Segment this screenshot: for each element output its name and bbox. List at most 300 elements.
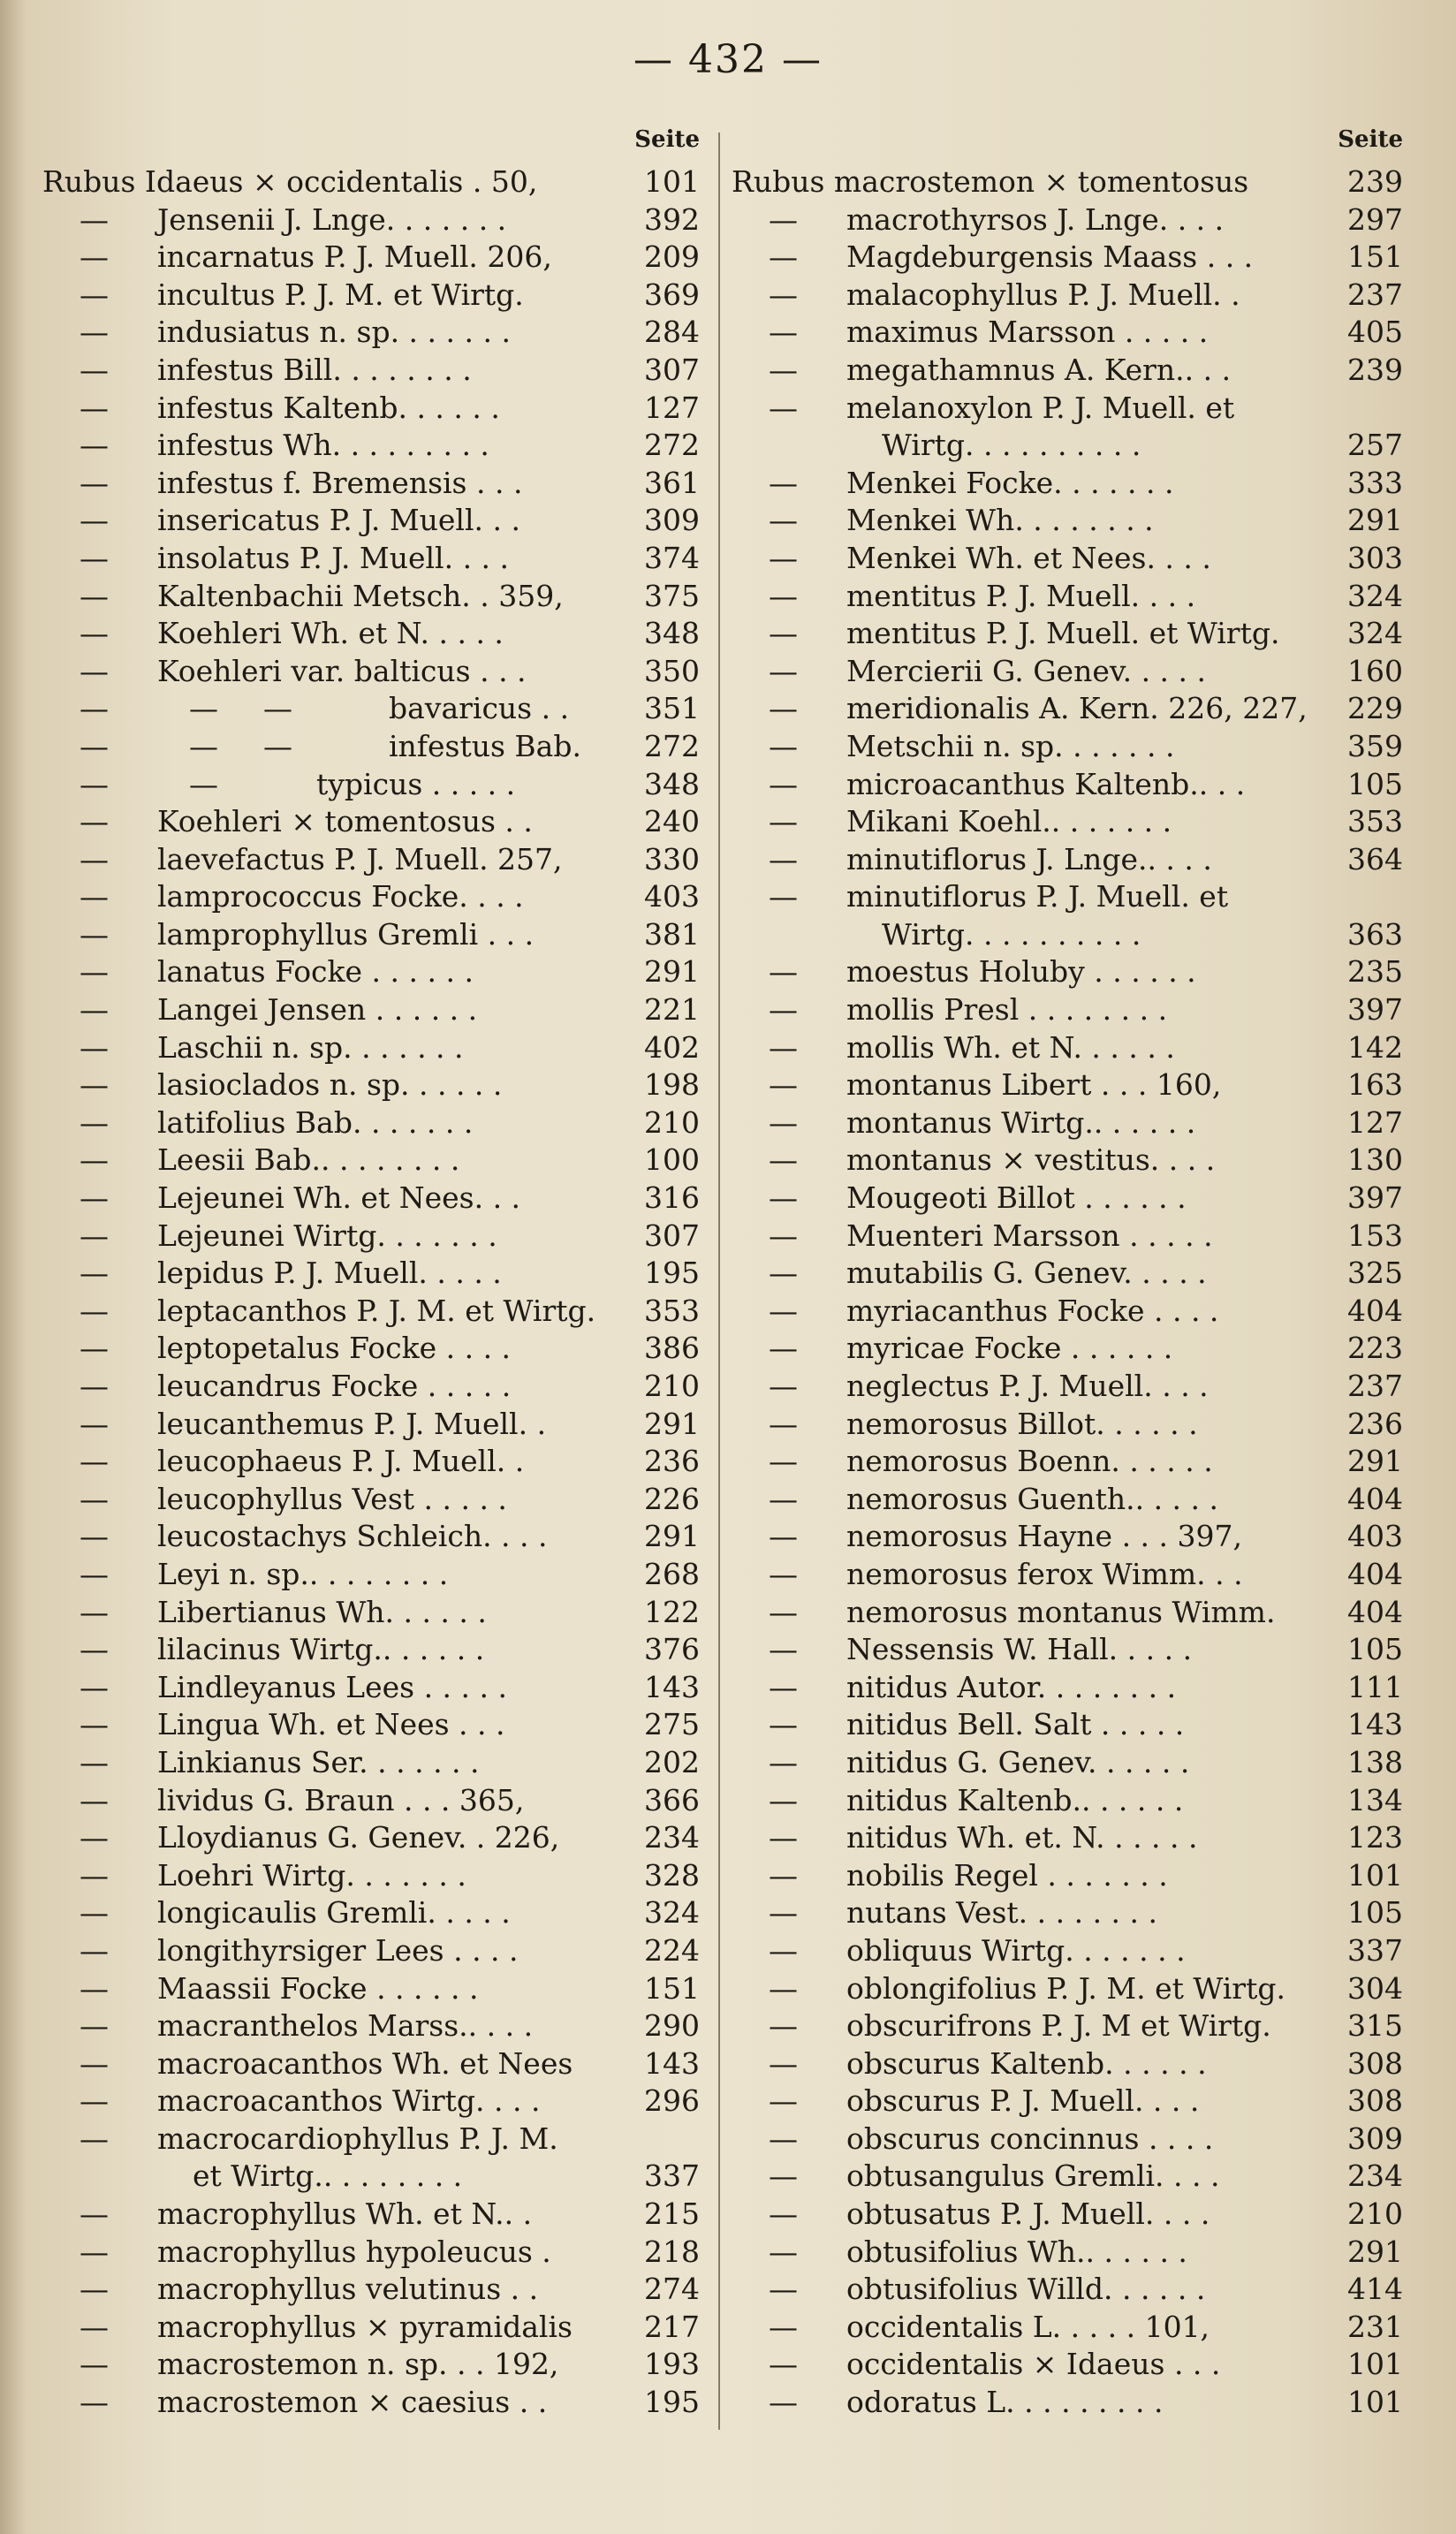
entry-name: laevefactus P. J. Muell. 257, bbox=[157, 841, 563, 876]
ditto-dash: — bbox=[769, 879, 798, 914]
index-entry bbox=[42, 390, 710, 428]
index-entry bbox=[732, 878, 1403, 916]
entry-name: longithyrsiger Lees . . . . bbox=[157, 1932, 519, 1968]
entry-name: macrocardiophyllus P. J. M. bbox=[157, 2121, 558, 2156]
page-reference: 101 bbox=[1347, 2385, 1403, 2420]
seite-label-right: Seite bbox=[1338, 126, 1403, 153]
page-reference: 376 bbox=[644, 1632, 700, 1667]
index-entry bbox=[42, 465, 710, 503]
page-reference: 359 bbox=[1347, 728, 1403, 763]
ditto-dash: — bbox=[769, 1444, 798, 1479]
index-entry bbox=[732, 1255, 1403, 1293]
index-entry bbox=[42, 728, 710, 766]
entry-name: Menkei Focke. . . . . . . bbox=[846, 465, 1174, 500]
index-entry bbox=[42, 1481, 710, 1519]
ditto-dash: — bbox=[80, 879, 109, 914]
index-entry bbox=[42, 239, 710, 277]
index-entry bbox=[42, 1330, 710, 1368]
ditto-dash: — bbox=[769, 992, 798, 1028]
page-reference: 350 bbox=[644, 653, 700, 688]
ditto-dash: — bbox=[80, 1180, 109, 1216]
ditto-dash: — bbox=[769, 841, 798, 876]
entry-name: Muenteri Marsson . . . . . bbox=[846, 1218, 1213, 1253]
entry-name: Magdeburgensis Maass . . . bbox=[846, 239, 1254, 275]
index-entry bbox=[732, 690, 1403, 728]
page-reference: 333 bbox=[1347, 465, 1403, 500]
entry-name: macrophyllus hypoleucus . bbox=[157, 2234, 551, 2269]
page-reference: 397 bbox=[1347, 992, 1403, 1028]
page-reference: 307 bbox=[644, 352, 700, 387]
page-reference: 297 bbox=[1347, 201, 1403, 237]
page-reference: 236 bbox=[644, 1444, 700, 1479]
page-reference: 404 bbox=[1347, 1556, 1403, 1591]
index-entry bbox=[732, 2309, 1403, 2347]
index-entry bbox=[42, 690, 710, 728]
index-entry bbox=[732, 1443, 1403, 1481]
ditto-dash: — bbox=[80, 2083, 109, 2119]
ditto-dash: — bbox=[80, 1369, 109, 1403]
entry-name: macranthelos Marss.. . . . bbox=[157, 2008, 534, 2044]
index-entry bbox=[42, 1932, 710, 1970]
ditto-dash: — bbox=[769, 954, 798, 990]
index-entry bbox=[42, 1029, 710, 1067]
page-reference: 217 bbox=[644, 2309, 700, 2344]
ditto-dash: — bbox=[80, 1632, 109, 1667]
ditto-dash: — bbox=[80, 1067, 109, 1103]
index-entry bbox=[42, 352, 710, 390]
entry-name: Linkianus Ser. . . . . . . bbox=[157, 1744, 480, 1779]
entry-name: leucanthemus P. J. Muell. . bbox=[157, 1406, 547, 1441]
entry-name: mentitus P. J. Muell. et Wirtg. bbox=[846, 616, 1280, 651]
page-reference: 348 bbox=[644, 766, 700, 801]
index-entry bbox=[42, 2309, 710, 2347]
ditto-dash: — bbox=[80, 1029, 109, 1065]
page-reference: 353 bbox=[1347, 804, 1403, 839]
entry-name: odoratus L. . . . . . . . . bbox=[846, 2385, 1164, 2420]
ditto-dash: — bbox=[769, 1594, 798, 1629]
entry-name: leucophyllus Vest . . . . . bbox=[157, 1481, 507, 1516]
entry-name: lasioclados n. sp. . . . . . bbox=[157, 1067, 503, 1103]
page-reference: 231 bbox=[1347, 2309, 1403, 2344]
index-entry bbox=[732, 1180, 1403, 1218]
ditto-dash: — bbox=[769, 1857, 798, 1893]
index-entry bbox=[732, 2158, 1403, 2196]
entry-name: Nessensis W. Hall. . . . . bbox=[846, 1632, 1193, 1667]
entry-name: meridionalis A. Kern. 226, 227, bbox=[846, 691, 1308, 726]
page-reference: 127 bbox=[644, 390, 700, 425]
entry-name: lamprococcus Focke. . . . bbox=[157, 879, 524, 914]
entry-name: Laschii n. sp. . . . . . . bbox=[157, 1029, 464, 1065]
index-entry bbox=[732, 2196, 1403, 2234]
ditto-dash: — bbox=[80, 315, 109, 350]
page-reference: 130 bbox=[1347, 1142, 1403, 1178]
ditto-dash: — bbox=[80, 804, 109, 839]
ditto-dash: — bbox=[80, 503, 109, 538]
ditto-dash: — bbox=[189, 728, 218, 763]
ditto-dash: — bbox=[769, 804, 798, 839]
index-entry bbox=[732, 1104, 1403, 1142]
entry-name: Mougeoti Billot . . . . . . bbox=[846, 1180, 1187, 1216]
page-reference: 403 bbox=[1347, 1519, 1403, 1554]
page-reference: 403 bbox=[644, 879, 700, 914]
entry-name: mollis Wh. et N. . . . . . bbox=[846, 1029, 1175, 1065]
ditto-dash: — bbox=[769, 201, 798, 237]
page-reference: 291 bbox=[1347, 503, 1403, 538]
ditto-dash: — bbox=[769, 2196, 798, 2232]
entry-name: nemorosus montanus Wimm. bbox=[846, 1594, 1276, 1629]
ditto-dash: — bbox=[769, 1406, 798, 1441]
index-entry bbox=[42, 1066, 710, 1104]
ditto-dash: — bbox=[769, 352, 798, 387]
index-entry bbox=[732, 239, 1403, 277]
index-entry bbox=[732, 1142, 1403, 1180]
entry-name: nitidus Wh. et. N. . . . . . bbox=[846, 1820, 1198, 1855]
ditto-dash: — bbox=[769, 1481, 798, 1516]
ditto-dash: — bbox=[769, 1331, 798, 1366]
page-reference: 364 bbox=[1347, 841, 1403, 876]
column-divider bbox=[718, 133, 720, 2430]
entry-name: Mercierii G. Genev. . . . . bbox=[846, 653, 1207, 688]
index-entry bbox=[42, 1857, 710, 1895]
entry-name: Koehleri × tomentosus . . bbox=[157, 804, 533, 839]
index-entry bbox=[42, 615, 710, 653]
entry-name: leptopetalus Focke . . . . bbox=[157, 1331, 512, 1366]
ditto-dash: — bbox=[769, 1067, 798, 1103]
ditto-dash: — bbox=[80, 1142, 109, 1178]
ditto-dash: — bbox=[769, 1029, 798, 1065]
entry-name: Lingua Wh. et Nees . . . bbox=[157, 1707, 505, 1742]
entry-name: Leesii Bab.. . . . . . . . bbox=[157, 1142, 460, 1178]
page-reference: 290 bbox=[644, 2008, 700, 2044]
index-entry bbox=[42, 1368, 710, 1406]
page-reference: 229 bbox=[1347, 691, 1403, 726]
page-reference: 101 bbox=[644, 164, 700, 199]
index-entry bbox=[732, 578, 1403, 616]
page-reference: 193 bbox=[644, 2347, 700, 2382]
index-entry bbox=[42, 1293, 710, 1331]
right-entry-list bbox=[732, 163, 1403, 2422]
ditto-dash: — bbox=[769, 653, 798, 688]
page-reference: 291 bbox=[644, 1406, 700, 1441]
ditto-dash: — bbox=[80, 1895, 109, 1931]
page-reference: 328 bbox=[644, 1857, 700, 1893]
index-entry bbox=[732, 427, 1403, 465]
ditto-dash: — bbox=[80, 992, 109, 1028]
index-entry bbox=[42, 277, 710, 315]
index-entry bbox=[732, 653, 1403, 691]
entry-name: macroacanthos Wh. et Nees bbox=[157, 2045, 573, 2081]
index-entry bbox=[42, 1142, 710, 1180]
page-reference: 143 bbox=[644, 2045, 700, 2081]
index-entry bbox=[732, 1368, 1403, 1406]
index-entry bbox=[42, 2158, 710, 2196]
page-reference: 324 bbox=[644, 1895, 700, 1931]
ditto-dash: — bbox=[80, 728, 109, 763]
entry-name: nitidus G. Genev. . . . . . bbox=[846, 1744, 1190, 1779]
page-reference: 195 bbox=[644, 2385, 700, 2420]
entry-name: myricae Focke . . . . . . bbox=[846, 1331, 1173, 1366]
ditto-dash: — bbox=[80, 1744, 109, 1779]
entry-name: Rubus Idaeus × occidentalis . 50, bbox=[42, 164, 538, 199]
entry-name: montanus Wirtg.. . . . . . bbox=[846, 1104, 1196, 1140]
ditto-dash: — bbox=[769, 578, 798, 613]
entry-name: infestus Bab. bbox=[389, 728, 581, 763]
page-reference: 215 bbox=[644, 2196, 700, 2232]
page-reference: 101 bbox=[1347, 1857, 1403, 1893]
ditto-dash: — bbox=[769, 1820, 798, 1855]
index-entry bbox=[732, 2346, 1403, 2384]
ditto-dash: — bbox=[769, 2347, 798, 2382]
entry-name: microacanthus Kaltenb.. . . bbox=[846, 766, 1246, 801]
ditto-dash: — bbox=[80, 2309, 109, 2344]
index-entry bbox=[732, 1066, 1403, 1104]
index-entry bbox=[42, 841, 710, 879]
index-entry bbox=[732, 1932, 1403, 1970]
ditto-dash: — bbox=[769, 390, 798, 425]
ditto-dash: — bbox=[80, 277, 109, 312]
page-reference: 375 bbox=[644, 578, 700, 613]
entry-name: leptacanthos P. J. M. et Wirtg. bbox=[157, 1293, 596, 1328]
page-reference: 236 bbox=[1347, 1406, 1403, 1441]
page-reference: 198 bbox=[644, 1067, 700, 1103]
ditto-dash: — bbox=[769, 1104, 798, 1140]
page-reference: 234 bbox=[1347, 2158, 1403, 2194]
ditto-dash: — bbox=[80, 1218, 109, 1253]
page-reference: 330 bbox=[644, 841, 700, 876]
index-entry bbox=[42, 314, 710, 352]
entry-name: obscurus Kaltenb. . . . . . bbox=[846, 2045, 1207, 2081]
page-reference: 272 bbox=[644, 728, 700, 763]
entry-name: obtusifolius Willd. . . . . . bbox=[846, 2272, 1206, 2307]
page-reference: 105 bbox=[1347, 1895, 1403, 1931]
index-entry bbox=[42, 878, 710, 916]
ditto-dash: — bbox=[769, 465, 798, 500]
entry-name: nitidus Kaltenb.. . . . . . bbox=[846, 1782, 1184, 1817]
entry-name: macrostemon × caesius . . bbox=[157, 2385, 548, 2420]
page-reference: 240 bbox=[644, 804, 700, 839]
page-reference: 324 bbox=[1347, 578, 1403, 613]
index-entry bbox=[732, 1594, 1403, 1632]
index-entry bbox=[42, 916, 710, 954]
entry-name: obscurus concinnus . . . . bbox=[846, 2121, 1214, 2156]
entry-name: obscurus P. J. Muell. . . . bbox=[846, 2083, 1200, 2119]
index-entry bbox=[732, 2121, 1403, 2158]
index-entry bbox=[732, 1970, 1403, 2008]
index-entry bbox=[42, 1104, 710, 1142]
index-entry bbox=[732, 1744, 1403, 1782]
index-entry bbox=[42, 1594, 710, 1632]
entry-name: Menkei Wh. . . . . . . . bbox=[846, 503, 1154, 538]
index-entry bbox=[732, 1857, 1403, 1895]
entry-name: lanatus Focke . . . . . . bbox=[157, 954, 474, 990]
ditto-dash: — bbox=[769, 1293, 798, 1328]
index-entry bbox=[732, 991, 1403, 1029]
ditto-dash: — bbox=[189, 766, 218, 801]
page-reference: 160 bbox=[1347, 653, 1403, 688]
index-entry bbox=[732, 277, 1403, 315]
page-reference: 351 bbox=[644, 691, 700, 726]
ditto-dash: — bbox=[80, 2008, 109, 2044]
index-entry bbox=[732, 1330, 1403, 1368]
page-reference: 291 bbox=[644, 954, 700, 990]
ditto-dash: — bbox=[80, 2234, 109, 2269]
ditto-dash: — bbox=[769, 2121, 798, 2156]
ditto-dash: — bbox=[80, 1481, 109, 1516]
index-entry bbox=[732, 1706, 1403, 1744]
index-entry bbox=[42, 1894, 710, 1932]
ditto-dash: — bbox=[80, 1293, 109, 1328]
index-entry bbox=[732, 352, 1403, 390]
page-reference: 151 bbox=[1347, 239, 1403, 275]
ditto-dash: — bbox=[769, 277, 798, 312]
index-entry bbox=[42, 1255, 710, 1293]
ditto-dash: — bbox=[769, 1632, 798, 1667]
page-reference: 374 bbox=[644, 540, 700, 575]
ditto-dash: — bbox=[263, 691, 292, 726]
entry-name: mentitus P. J. Muell. . . . bbox=[846, 578, 1196, 613]
entry-name: Lejeunei Wirtg. . . . . . . bbox=[157, 1218, 497, 1253]
entry-name: insolatus P. J. Muell. . . . bbox=[157, 540, 510, 575]
page-reference: 348 bbox=[644, 616, 700, 651]
entry-name: lilacinus Wirtg.. . . . . . bbox=[157, 1632, 485, 1667]
page-reference: 381 bbox=[644, 916, 700, 952]
page-reference: 237 bbox=[1347, 277, 1403, 312]
index-entry bbox=[732, 390, 1403, 428]
entry-name: malacophyllus P. J. Muell. . bbox=[846, 277, 1240, 312]
page-reference: 235 bbox=[1347, 954, 1403, 990]
page-reference: 363 bbox=[1347, 916, 1403, 952]
page-reference: 234 bbox=[644, 1820, 700, 1855]
entry-name: Libertianus Wh. . . . . . bbox=[157, 1594, 487, 1629]
entry-name: montanus Libert . . . 160, bbox=[846, 1067, 1222, 1103]
page-reference: 324 bbox=[1347, 616, 1403, 651]
entry-name: incarnatus P. J. Muell. 206, bbox=[157, 239, 552, 275]
index-entry bbox=[732, 465, 1403, 503]
ditto-dash: — bbox=[80, 616, 109, 651]
entry-name: macrostemon n. sp. . . 192, bbox=[157, 2347, 559, 2382]
index-entry bbox=[42, 1518, 710, 1556]
index-entry bbox=[42, 2271, 710, 2309]
entry-name: infestus f. Bremensis . . . bbox=[157, 465, 523, 500]
ditto-dash: — bbox=[80, 691, 109, 726]
index-entry bbox=[42, 2196, 710, 2234]
page-reference: 291 bbox=[1347, 1444, 1403, 1479]
index-entry bbox=[42, 1669, 710, 1707]
index-entry bbox=[732, 2384, 1403, 2422]
entry-name: latifolius Bab. . . . . . . bbox=[157, 1104, 474, 1140]
index-entry bbox=[732, 803, 1403, 841]
index-entry bbox=[732, 163, 1403, 201]
index-entry bbox=[42, 1406, 710, 1444]
entry-name: mollis Presl . . . . . . . . bbox=[846, 992, 1168, 1028]
page-reference: 127 bbox=[1347, 1104, 1403, 1140]
entry-name: melanoxylon P. J. Muell. et bbox=[846, 390, 1235, 425]
index-entry bbox=[42, 1706, 710, 1744]
entry-name: leucandrus Focke . . . . . bbox=[157, 1369, 512, 1403]
index-entry bbox=[732, 615, 1403, 653]
ditto-dash: — bbox=[769, 239, 798, 275]
ditto-dash: — bbox=[80, 1256, 109, 1291]
ditto-dash: — bbox=[80, 916, 109, 952]
left-entry-list bbox=[42, 163, 710, 2422]
index-entry bbox=[42, 803, 710, 841]
entry-name: infestus Kaltenb. . . . . . bbox=[157, 390, 500, 425]
page-number: — 432 — bbox=[633, 37, 823, 82]
ditto-dash: — bbox=[769, 1707, 798, 1742]
index-entry bbox=[732, 766, 1403, 804]
index-entry bbox=[42, 2234, 710, 2272]
page-reference: 138 bbox=[1347, 1744, 1403, 1779]
page-reference: 221 bbox=[644, 992, 700, 1028]
page-reference: 237 bbox=[1347, 1369, 1403, 1403]
ditto-dash: — bbox=[80, 1669, 109, 1704]
entry-name: montanus × vestitus. . . . bbox=[846, 1142, 1216, 1178]
index-entry bbox=[732, 1556, 1403, 1594]
ditto-dash: — bbox=[80, 1932, 109, 1968]
page-reference: 315 bbox=[1347, 2008, 1403, 2044]
page-reference: 143 bbox=[644, 1669, 700, 1704]
index-entry bbox=[732, 1406, 1403, 1444]
page-reference: 224 bbox=[644, 1932, 700, 1968]
ditto-dash: — bbox=[769, 1970, 798, 2006]
page-reference: 202 bbox=[644, 1744, 700, 1779]
entry-name: macrophyllus velutinus . . bbox=[157, 2272, 539, 2307]
index-entry bbox=[42, 953, 710, 991]
entry-name: nemorosus Boenn. . . . . . bbox=[846, 1444, 1213, 1479]
page-reference: 296 bbox=[644, 2083, 700, 2119]
entry-name: Lindleyanus Lees . . . . . bbox=[157, 1669, 507, 1704]
entry-name: obtusatus P. J. Muell. . . . bbox=[846, 2196, 1210, 2232]
entry-name: Leyi n. sp.. . . . . . . . bbox=[157, 1556, 449, 1591]
page-reference: 163 bbox=[1347, 1067, 1403, 1103]
page-reference: 291 bbox=[644, 1519, 700, 1554]
entry-name: Rubus macrostemon × tomentosus bbox=[732, 164, 1249, 199]
index-entry bbox=[732, 1631, 1403, 1669]
ditto-dash: — bbox=[189, 691, 218, 726]
entry-name: Koehleri Wh. et N. . . . . bbox=[157, 616, 504, 651]
entry-name: indusiatus n. sp. . . . . . . bbox=[157, 315, 511, 350]
page-reference: 218 bbox=[644, 2234, 700, 2269]
page-reference: 210 bbox=[1347, 2196, 1403, 2232]
page-reference: 404 bbox=[1347, 1481, 1403, 1516]
page-reference: 309 bbox=[1347, 2121, 1403, 2156]
entry-name: nemorosus Hayne . . . 397, bbox=[846, 1519, 1242, 1554]
entry-name: oblongifolius P. J. M. et Wirtg. bbox=[846, 1970, 1285, 2006]
ditto-dash: — bbox=[80, 1519, 109, 1554]
page-reference: 405 bbox=[1347, 315, 1403, 350]
ditto-dash: — bbox=[80, 540, 109, 575]
page-reference: 402 bbox=[644, 1029, 700, 1065]
ditto-dash: — bbox=[769, 2008, 798, 2044]
ditto-dash: — bbox=[80, 1782, 109, 1817]
ditto-dash: — bbox=[80, 2196, 109, 2232]
entry-name: macrophyllus × pyramidalis bbox=[157, 2309, 573, 2344]
ditto-dash: — bbox=[80, 1970, 109, 2006]
index-entry bbox=[732, 201, 1403, 239]
index-entry bbox=[732, 2271, 1403, 2309]
ditto-dash: — bbox=[769, 1142, 798, 1178]
ditto-dash: — bbox=[80, 1820, 109, 1855]
page-reference: 309 bbox=[644, 503, 700, 538]
index-entry bbox=[732, 1518, 1403, 1556]
index-entry bbox=[42, 2007, 710, 2045]
ditto-dash: — bbox=[80, 352, 109, 387]
ditto-dash: — bbox=[769, 1895, 798, 1931]
index-entry bbox=[42, 540, 710, 578]
index-entry bbox=[732, 1669, 1403, 1707]
entry-name: Koehleri var. balticus . . . bbox=[157, 653, 527, 688]
entry-name: nobilis Regel . . . . . . . bbox=[846, 1857, 1168, 1893]
